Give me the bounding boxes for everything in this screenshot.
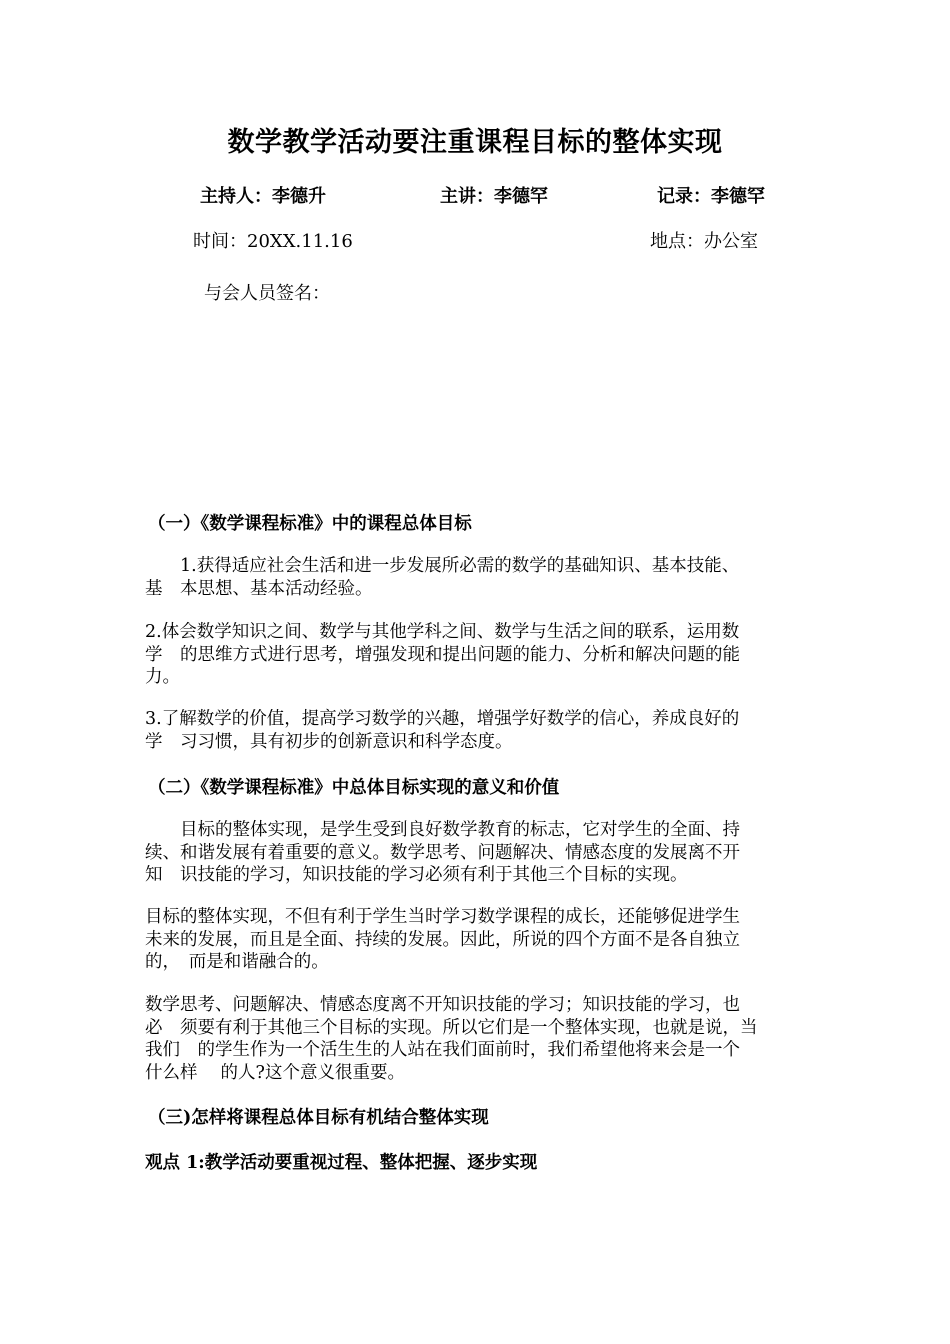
paragraph-line: 知 识技能的学习，知识技能的学习必须有利于其他三个目标的实现。	[145, 865, 688, 885]
paragraph-line: 的， 而是和谐融合的。	[145, 952, 329, 972]
paragraph	[145, 819, 815, 887]
attendees-signature-label: 与会人员签名：	[204, 283, 330, 304]
paragraph	[145, 621, 815, 689]
paragraph-line: 基 本思想、基本活动经验。	[145, 578, 373, 599]
paragraph-line: 未来的发展，而且是全面、持续的发展。因此，所说的四个方面不是各自独立	[145, 929, 740, 950]
document-title: 数学教学活动要注重课程目标的整体实现	[227, 127, 723, 158]
host-label: 主持人：李德升	[200, 186, 326, 207]
paragraph	[145, 708, 815, 753]
recorder-label: 记录：李德罕	[657, 186, 765, 207]
paragraph-line: 2.体会数学知识之间、数学与其他学科之间、数学与生活之间的联系，运用数	[145, 622, 740, 642]
paragraph-line: 我们 的学生作为一个活生生的人站在我们面前时，我们希望他将来会是一个	[145, 1040, 740, 1060]
paragraph	[145, 555, 815, 600]
section-heading-3: （三)怎样将课程总体目标有机结合整体实现	[148, 1108, 489, 1128]
paragraph-line: 学 的思维方式进行思考，增强发现和提出问题的能力、分析和解决问题的能	[145, 644, 740, 665]
place-label: 地点：办公室	[650, 231, 758, 252]
paragraph-line: 续、和谐发展有着重要的意义。数学思考、问题解决、情感态度的发展离不开	[145, 842, 740, 863]
speaker-label: 主讲：李德罕	[440, 186, 548, 207]
paragraph-line: 必 须要有利于其他三个目标的实现。所以它们是一个整体实现，也就是说，当	[145, 1017, 758, 1038]
time-label: 时间：20XX.11.16	[193, 231, 353, 252]
viewpoint-heading: 观点 1:教学活动要重视过程、整体把握、逐步实现	[145, 1153, 538, 1173]
paragraph-line: 什么样 的人?这个意义很重要。	[145, 1062, 405, 1083]
paragraph-line: 1.获得适应社会生活和进一步发展所必需的数学的基础知识、基本技能、	[145, 556, 740, 576]
section-heading-2: （二）《数学课程标准》中总体目标实现的意义和价值	[148, 778, 560, 798]
paragraph-line: 力。	[145, 667, 180, 687]
paragraph-line: 目标的整体实现，不但有利于学生当时学习数学课程的成长，还能够促进学生	[145, 907, 740, 927]
paragraph-line: 数学思考、问题解决、情感态度离不开知识技能的学习；知识技能的学习，也	[145, 995, 740, 1015]
paragraph	[145, 994, 815, 1084]
paragraph-line: 3.了解数学的价值，提高学习数学的兴趣，增强学好数学的信心，养成良好的	[145, 709, 740, 729]
section-heading-1: （一）《数学课程标准》中的课程总体目标	[148, 514, 472, 534]
paragraph	[145, 906, 815, 974]
paragraph-line: 目标的整体实现，是学生受到良好数学教育的标志，它对学生的全面、持	[145, 820, 740, 840]
paragraph-line: 学 习习惯，具有初步的创新意识和科学态度。	[145, 731, 513, 752]
